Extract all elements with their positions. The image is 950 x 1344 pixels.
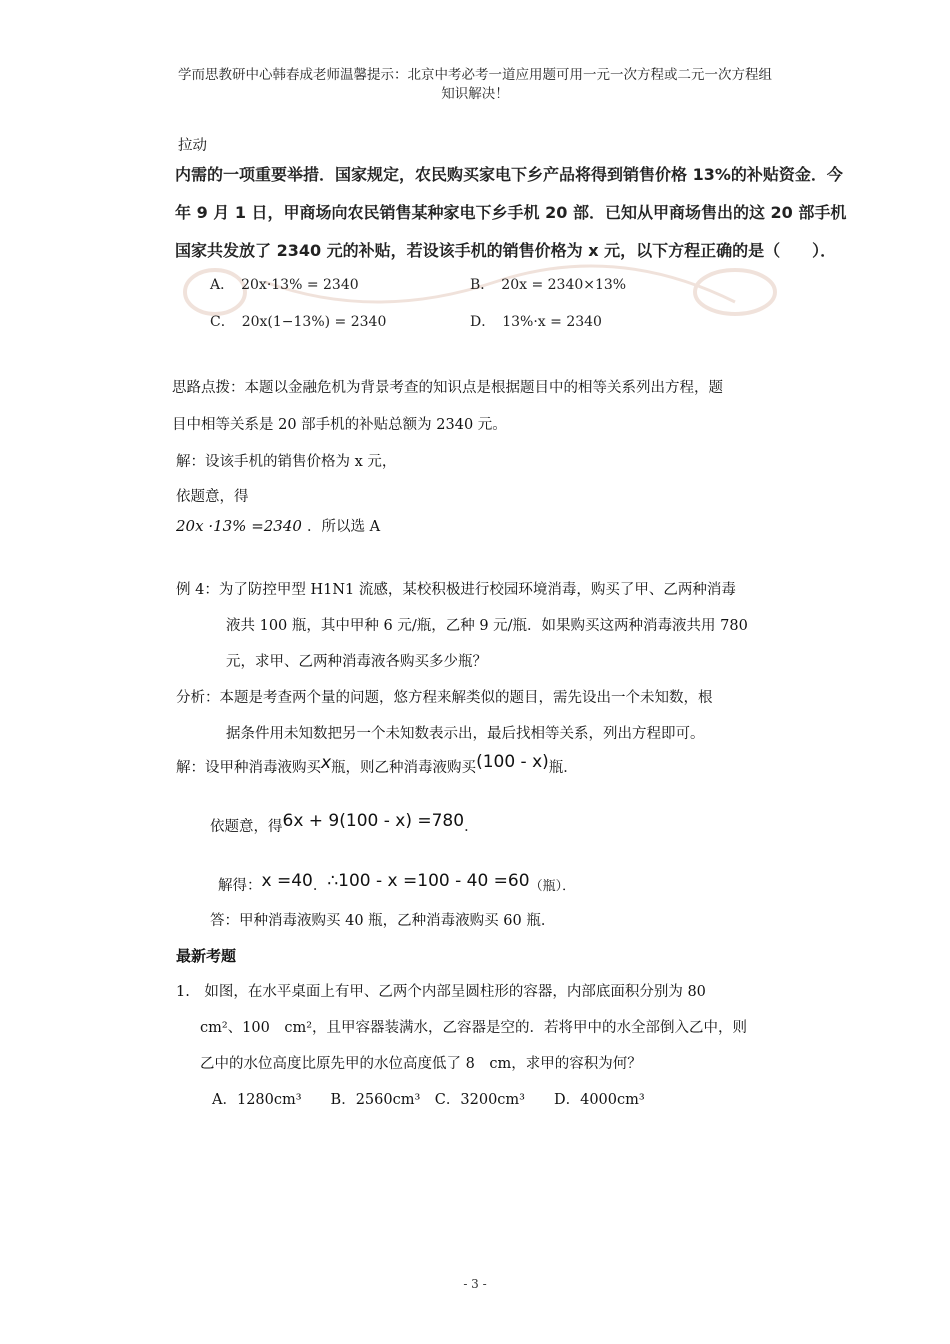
example4-line-3: 元，求甲、乙两种消毒液各购买多少瓶？ bbox=[226, 654, 487, 670]
example4-line-1: 例 4：为了防控甲型 H1N1 流感，某校积极进行校园环境消毒，购买了甲、乙两种消毒 bbox=[176, 582, 736, 598]
example4-solve-expr1: x =40 bbox=[261, 871, 313, 891]
example4-solve-expr2: ∴100 - x =100 - 40 =60 bbox=[327, 871, 530, 891]
question-line-2: 年 9 月 1 日，甲商场向农民销售某种家电下乡手机 20 部．已知从甲商场售出的这 20 部手机 bbox=[175, 203, 847, 222]
question-option-d: D． 13%·x = 2340 bbox=[470, 314, 602, 330]
example4-solve-prefix: 解得： bbox=[218, 878, 262, 894]
hint-line-2: 目中相等关系是 20 部手机的补贴总额为 2340 元。 bbox=[172, 417, 507, 433]
example4-solution-var: x bbox=[321, 753, 332, 773]
example4-line-2: 液共 100 瓶，其中甲种 6 元/瓶，乙种 9 元/瓶．如果购买这两种消毒液共用 780 bbox=[226, 618, 748, 634]
question-option-b: B． 20x = 2340×13% bbox=[470, 277, 627, 293]
example4-equation-expr: 6x + 9(100 - x) =780 bbox=[282, 811, 465, 831]
analysis-line-2: 据条件用未知数把另一个未知数表示出，最后找相等关系，列出方程即可。 bbox=[226, 726, 705, 742]
latest-q1-line-2: cm²、100 cm²，且甲容器装满水，乙容器是空的．若将甲中的水全部倒入乙中，则 bbox=[200, 1020, 748, 1036]
hint-line-1: 思路点拨：本题以金融危机为背景考查的知识点是根据题目中的相等关系列出方程，题 bbox=[172, 380, 723, 396]
example4-solution-suffix: 瓶． bbox=[548, 760, 578, 776]
example4-solve-row bbox=[218, 871, 576, 895]
example4-answer: 答：甲种消毒液购买 40 瓶，乙种消毒液购买 60 瓶． bbox=[210, 913, 556, 929]
analysis-line-1: 分析：本题是考查两个量的问题，悠方程来解类似的题目，需先设出一个未知数，根 bbox=[176, 690, 713, 706]
example4-solution-row bbox=[176, 752, 578, 777]
latest-q1-line-1: 1. 如图，在水平桌面上有甲、乙两个内部呈圆柱形的容器，内部底面积分别为 80 bbox=[176, 984, 706, 1000]
latest-q1-options: A．1280cm³ B．2560cm³ C．3200cm³ D．4000cm³ bbox=[212, 1092, 645, 1108]
latest-q1-line-3: 乙中的水位高度比原先甲的水位高度低了 8 cm，求甲的容积为何？ bbox=[200, 1056, 642, 1072]
example4-solution-expr: (100 - x) bbox=[476, 752, 549, 772]
example4-solution-prefix: 解：设甲种消毒液购买 bbox=[176, 760, 321, 776]
question-line-3: 国家共发放了 2340 元的补贴，若设该手机的销售价格为 x 元，以下方程正确的是（ ）． bbox=[175, 241, 837, 260]
example4-equation-suffix: ． bbox=[464, 819, 479, 835]
latest-heading: 最新考题 bbox=[176, 947, 237, 965]
question-line-1: 内需的一项重要举措．国家规定，农民购买家电下乡产品将得到销售价格 13%的补贴资金．今 bbox=[175, 165, 843, 184]
solution1-line-2: 依题意，得 bbox=[176, 489, 249, 505]
example4-equation-prefix: 依题意，得 bbox=[210, 819, 283, 835]
example4-solve-sep: ． bbox=[312, 878, 328, 894]
solution1-conclusion: ．所以选 A bbox=[307, 519, 381, 535]
page-number: - 3 - bbox=[463, 1277, 487, 1291]
page-header-line2: 知识解决！ bbox=[441, 86, 509, 102]
solution1-equation: 20x ·13% =2340 bbox=[176, 517, 302, 535]
solution1-equation-row bbox=[176, 515, 380, 536]
page-header-line1: 学而思教研中心韩春成老师温馨提示：北京中考必考一道应用题可用一元一次方程或二元一次方程组 bbox=[178, 67, 772, 83]
example4-solution-mid: 瓶，则乙种消毒液购买 bbox=[331, 760, 477, 776]
question-option-a: A． 20x·13% = 2340 bbox=[210, 277, 359, 293]
question-top-word: 拉动 bbox=[178, 138, 207, 154]
solution1-line-1: 解：设该手机的销售价格为 x 元， bbox=[176, 454, 397, 470]
example4-solve-unit: （瓶）． bbox=[529, 879, 576, 894]
example4-equation-row bbox=[210, 811, 479, 836]
question-option-c: C． 20x(1−13%) = 2340 bbox=[210, 314, 387, 330]
